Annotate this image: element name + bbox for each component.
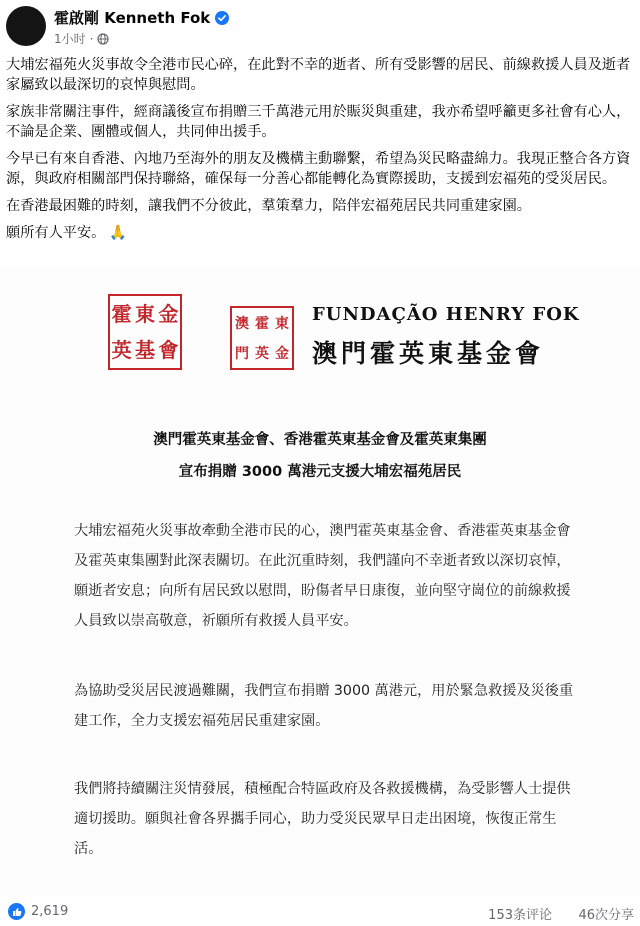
post-body [6,55,632,250]
like-reaction-icon[interactable] [8,903,25,920]
seal-char: 澳 [235,316,249,332]
share-count[interactable]: 46次分享 [578,908,634,923]
post-footer [0,896,640,926]
release-title-line1: 澳門霍英東基金會、香港霍英東基金會及霍英東集團 [153,432,487,448]
seal-char: 門 [235,346,249,362]
post-meta [54,30,109,47]
post-paragraph: 大埔宏福苑火災事故令全港市民心碎，在此對不幸的逝者、所有受影響的居民、前線救援人員及逝者家屬致以最深切的哀悼與慰問。 [6,57,631,93]
seal-char: 金 [158,302,179,326]
seal-char: 霍 [111,302,132,326]
post-closing [6,223,632,243]
globe-icon [97,33,109,45]
post-time[interactable]: 1小时 [54,32,86,46]
closing-text: 願所有人平安。 [6,225,106,241]
post-header [0,0,640,52]
seal-char: 霍 [255,316,269,332]
verified-badge-icon [215,11,229,25]
author-row [54,7,229,28]
like-count[interactable]: 2,619 [31,904,69,919]
release-paragraph: 大埔宏福苑火災事故牽動全港市民的心，澳門霍英東基金會、香港霍英東基金會及霍英東集團對此深表關切。在此沉重時刻，我們謹向不幸逝者致以深切哀悼，願逝者安息；向所有居民致以慰問，盼傷者早日康復，並向堅守崗位的前線救援人員致以崇高敬意，祈願所有救援人員平安。 [74,523,571,629]
thumbs-up-icon [12,907,22,917]
seal-char: 東 [275,316,289,332]
release-title-line2: 宣布捐贈 3000 萬港元支援大埔宏福苑居民 [178,464,462,480]
seal-char: 英 [111,338,132,362]
prayer-hands-emoji: 🙏 [109,225,127,241]
seal-char: 金 [275,346,289,362]
seal-char: 東 [134,302,155,326]
meta-separator: · [89,31,94,46]
author-name[interactable]: 霍啟剛 Kenneth Fok [54,9,211,27]
release-paragraph: 我們將持續關注災情發展，積極配合特區政府及各救援機構，為受影響人士提供適切援助。願與社會各界攜手同心，助力受災民眾早日走出困境，恢復正常生活。 [74,781,571,857]
press-release-image[interactable] [0,266,640,896]
seal-char: 基 [134,338,155,362]
comment-count[interactable]: 153条评论 [488,908,552,923]
seal-stamp-left [108,294,182,370]
seal-stamp-right [230,306,294,370]
post-paragraph: 在香港最困難的時刻，讓我們不分彼此，羣策羣力，陪伴宏福苑居民共同重建家園。 [6,198,531,214]
post-paragraph: 今早已有來自香港、內地乃至海外的朋友及機構主動聯繫，希望為災民略盡綿力。我現正整合各方資源，與政府相關部門保持聯絡，確保每一分善心都能轉化為實際援助，支援到宏福苑的受災居民。 [6,151,631,187]
release-paragraph: 為協助受災居民渡過難關，我們宣布捐贈 3000 萬港元，用於緊急救援及災後重建工作，全力支援宏福苑居民重建家園。 [74,683,574,729]
seal-char: 會 [158,338,179,362]
foundation-name-en: FUNDAÇÃO HENRY FOK [312,304,580,325]
foundation-name-cn: 澳門霍英東基金會 [312,339,545,368]
author-avatar[interactable] [6,6,46,46]
post-paragraph: 家族非常關注事件，經商議後宣布捐贈三千萬港元用於賑災與重建，我亦希望呼籲更多社會有心人，不論是企業、團體或個人，共同伸出援手。 [6,104,631,140]
seal-char: 英 [255,346,269,362]
